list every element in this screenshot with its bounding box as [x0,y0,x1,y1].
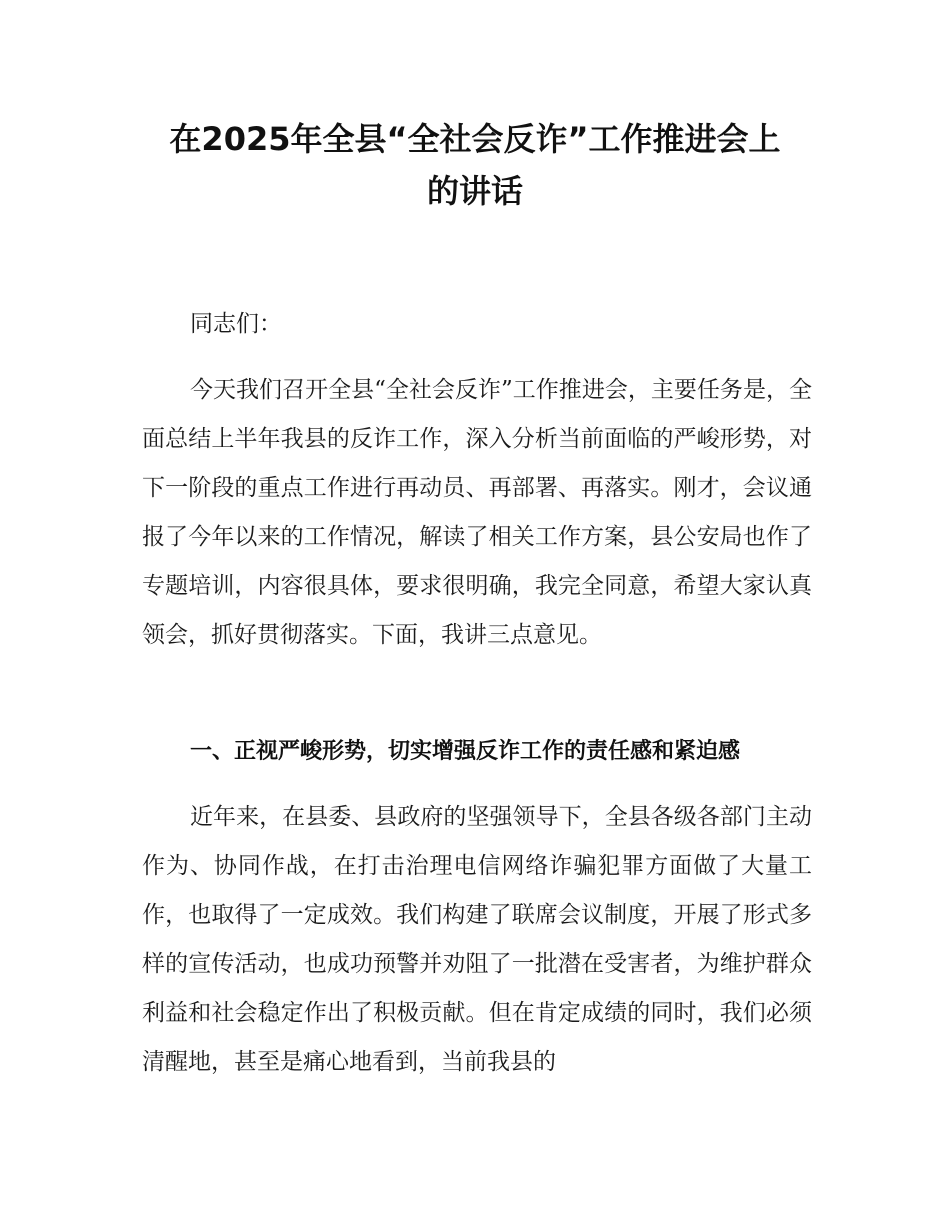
title-line-1: 在2025年全县“全社会反诈”工作推进会上 [169,120,781,158]
paragraph-section-1: 近年来，在县委、县政府的坚强领导下，全县各级各部门主动作为、协同作战，在打击治理电信网络诈骗犯罪方面做了大量工作，也取得了一定成效。我们构建了联席会议制度，开展了形式多样的宣传活动，也成功预警并劝阻了一批潜在受害者，为维护群众利益和社会稳定作出了积极贡献。但在肯定成绩的同时，我们必须清醒地，甚至是痛心地看到，当前我县的 [142,804,812,1075]
paragraph-intro: 今天我们召开全县“全社会反诈”工作推进会，主要任务是，全面总结上半年我县的反诈工作，深入分析当前面临的严峻形势，对下一阶段的重点工作进行再动员、再部署、再落实。刚才，会议通报了今年以来的工作情况，解读了相关工作方案，县公安局也作了专题培训，内容很具体，要求很明确，我完全同意，希望大家认真领会，抓好贯彻落实。下面，我讲三点意见。 [142,377,812,648]
salutation-text: 同志们： [190,311,282,337]
title-line-2: 的讲话 [426,172,523,210]
section-heading-1: 一、正视严峻形势，切实增强反诈工作的责任感和紧迫感 [190,739,741,764]
salutation [142,300,812,349]
page-title [100,113,850,217]
